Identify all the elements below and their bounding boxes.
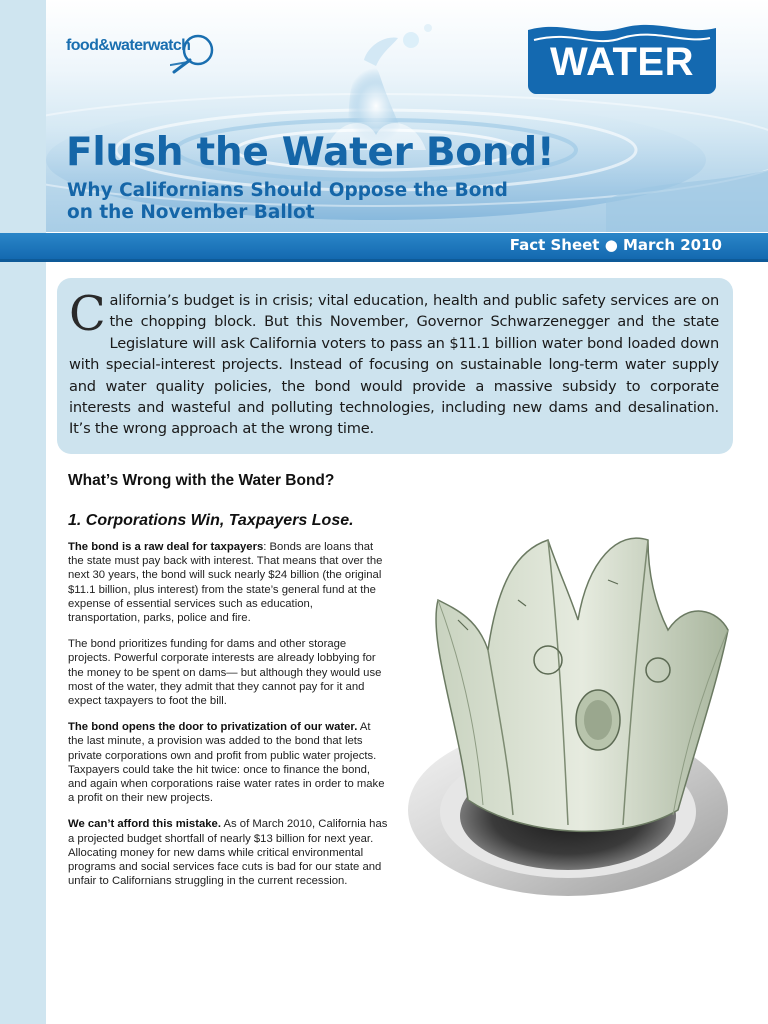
intro-dropcap: C xyxy=(69,286,106,342)
paragraph-2-text: The bond prioritizes funding for dams and other storage projects. Powerful corporate interests are already lobbying for the money to be spent on dams— but although they would use most of the water, they admit that they cannot pay for it and expect taxpayers to foot the bill. xyxy=(68,638,382,708)
section-heading: What’s Wrong with the Water Bond? xyxy=(68,472,335,489)
fact-sheet-date-label: Fact Sheet ● March 2010 xyxy=(509,236,722,254)
magnifier-icon xyxy=(170,32,222,76)
paragraph-1-lead: The bond is a raw deal for taxpayers xyxy=(68,541,264,553)
food-and-water-watch-logo[interactable] xyxy=(66,32,226,82)
body-paragraph-2 xyxy=(68,637,388,708)
money-in-drain-photo xyxy=(398,520,754,900)
intro-callout-box xyxy=(57,278,733,454)
water-category-label: WATER xyxy=(550,40,694,84)
intro-paragraph xyxy=(69,286,719,440)
paragraph-3-lead: The bond opens the door to privatization of our water. xyxy=(68,721,358,734)
page-title: Flush the Water Bond! xyxy=(66,130,555,175)
intro-text: alifornia’s budget is in crisis; vital education, health and public safety services are on the chopping block. But this November, Governor Schwarzenegger and the state Legislature will ask California voters to pass an $11.1 billion water bond loaded down with special-interest projects. Instead of focusing on sustainable long-term water supply and water quality policies, the bond would provide a massive subsidy to corporate interests and wasteful and polluting technologies, including new dams and desalination. It’s the wrong approach at the wrong time. xyxy=(69,292,719,438)
body-column xyxy=(68,540,388,900)
paragraph-1-text: : Bonds are loans that the state must pay back with interest. That means that over the next 30 years, the bond will suck nearly $24 billion (the original $11.1 billion, plus interest) from the state’s general fund at the expense of essential services such as education, transportation, parks, police and fire. xyxy=(68,541,383,625)
body-paragraph-3 xyxy=(68,720,388,805)
paragraph-4-lead: We can’t afford this mistake. xyxy=(68,818,221,831)
left-margin-strip xyxy=(0,0,46,1024)
body-paragraph-1 xyxy=(68,540,388,625)
fact-sheet-bar-underline xyxy=(0,259,768,262)
page-subtitle xyxy=(67,180,587,224)
section-subheading: 1. Corporations Win, Taxpayers Lose. xyxy=(68,512,354,529)
paragraph-4-text: As of March 2010, California has a projected budget shortfall of nearly $13 billion for next year. Allocating money for new dams while critical environmental programs and social services face cuts is bad for our state and unfair to Californians struggling in the current recession. xyxy=(68,818,388,888)
subtitle-line-2: on the November Ballot xyxy=(67,202,315,223)
paragraph-3-text: At the last minute, a provision was added to the bond that lets private corporations own and profit from public water projects. Taxpayers could take the hit twice: once to finance the bond, and again when corporations raise water rates in order to make a profit on their new projects. xyxy=(68,721,385,805)
subtitle-line-1: Why Californians Should Oppose the Bond xyxy=(67,180,508,201)
body-paragraph-4 xyxy=(68,817,388,888)
logo-wordmark: food&waterwatch xyxy=(66,37,191,54)
